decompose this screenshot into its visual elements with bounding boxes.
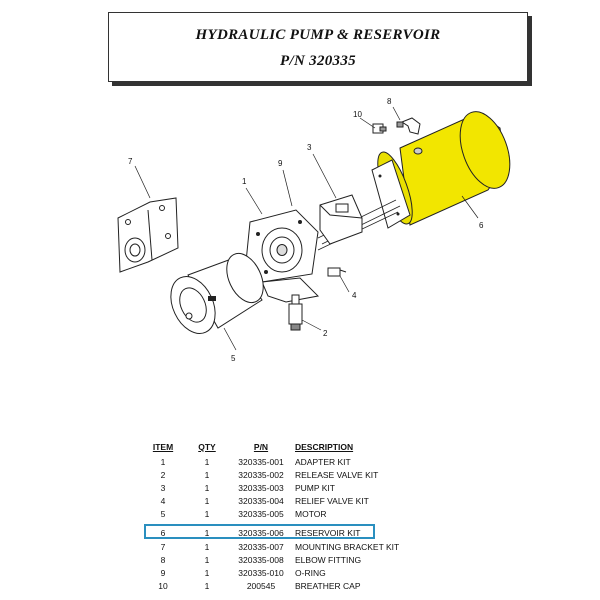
elbow-fitting	[397, 118, 420, 134]
cell-qty: 1	[204, 496, 210, 506]
cell-item: 4	[160, 496, 166, 506]
cell-pn: 320335-005	[238, 509, 284, 519]
cell-item: 10	[158, 581, 168, 591]
cell-qty: 1	[204, 581, 210, 591]
cell-qty: 1	[204, 555, 210, 565]
callout-10: 10	[353, 110, 362, 119]
cell-pn: 320335-006	[238, 528, 284, 538]
part-number-title: P/N 320335	[280, 53, 356, 69]
callout-3: 3	[307, 143, 312, 152]
cell-pn: 320335-008	[238, 555, 284, 565]
header-qty: QTY	[198, 442, 216, 452]
cell-item: 7	[160, 542, 166, 552]
cell-qty: 1	[204, 483, 210, 493]
cell-description: RELIEF VALVE KIT	[295, 496, 369, 506]
cell-description: MOUNTING BRACKET KIT	[295, 542, 400, 552]
cell-description: RESERVOIR KIT	[295, 528, 361, 538]
cell-pn: 320335-007	[238, 542, 284, 552]
callout-8: 8	[387, 97, 392, 106]
cell-item: 8	[160, 555, 166, 565]
cell-pn: 320335-004	[238, 496, 284, 506]
cell-pn: 320335-002	[238, 470, 284, 480]
cell-item: 9	[160, 568, 166, 578]
callout-6: 6	[479, 221, 484, 230]
cell-pn: 320335-010	[238, 568, 284, 578]
cell-item: 6	[160, 528, 166, 538]
cell-description: RELEASE VALVE KIT	[295, 470, 379, 480]
callout-4: 4	[352, 291, 357, 300]
cell-description: MOTOR	[295, 509, 327, 519]
callout-2: 2	[323, 329, 328, 338]
cell-description: PUMP KIT	[295, 483, 335, 493]
cell-description: ADAPTER KIT	[295, 457, 351, 467]
cell-item: 3	[160, 483, 166, 493]
cell-item: 1	[160, 457, 166, 467]
callout-9: 9	[278, 159, 283, 168]
cell-qty: 1	[204, 470, 210, 480]
breather-cap	[373, 124, 386, 133]
cell-description: O-RING	[295, 568, 326, 578]
cell-item: 5	[160, 509, 166, 519]
cell-pn: 200545	[246, 581, 276, 591]
relief-valve	[328, 268, 346, 276]
pump-kit	[320, 195, 362, 244]
cell-item: 2	[160, 470, 166, 480]
header-description: DESCRIPTION	[295, 442, 354, 452]
mounting-bracket	[118, 198, 178, 272]
cell-pn: 320335-003	[238, 483, 284, 493]
cell-qty: 1	[204, 509, 210, 519]
cell-qty: 1	[204, 542, 210, 552]
cell-pn: 320335-001	[238, 457, 284, 467]
cell-qty: 1	[204, 528, 210, 538]
callout-1: 1	[242, 177, 247, 186]
document-title: HYDRAULIC PUMP & RESERVOIR	[195, 27, 441, 43]
callout-5: 5	[231, 354, 236, 363]
header-item: ITEM	[152, 442, 174, 452]
exploded-view-diagram	[0, 90, 600, 430]
callout-7: 7	[128, 157, 133, 166]
header-pn: P/N	[253, 442, 269, 452]
cell-description: ELBOW FITTING	[295, 555, 362, 565]
cell-qty: 1	[204, 457, 210, 467]
cell-description: BREATHER CAP	[295, 581, 361, 591]
cell-qty: 1	[204, 568, 210, 578]
title-box	[108, 12, 528, 82]
